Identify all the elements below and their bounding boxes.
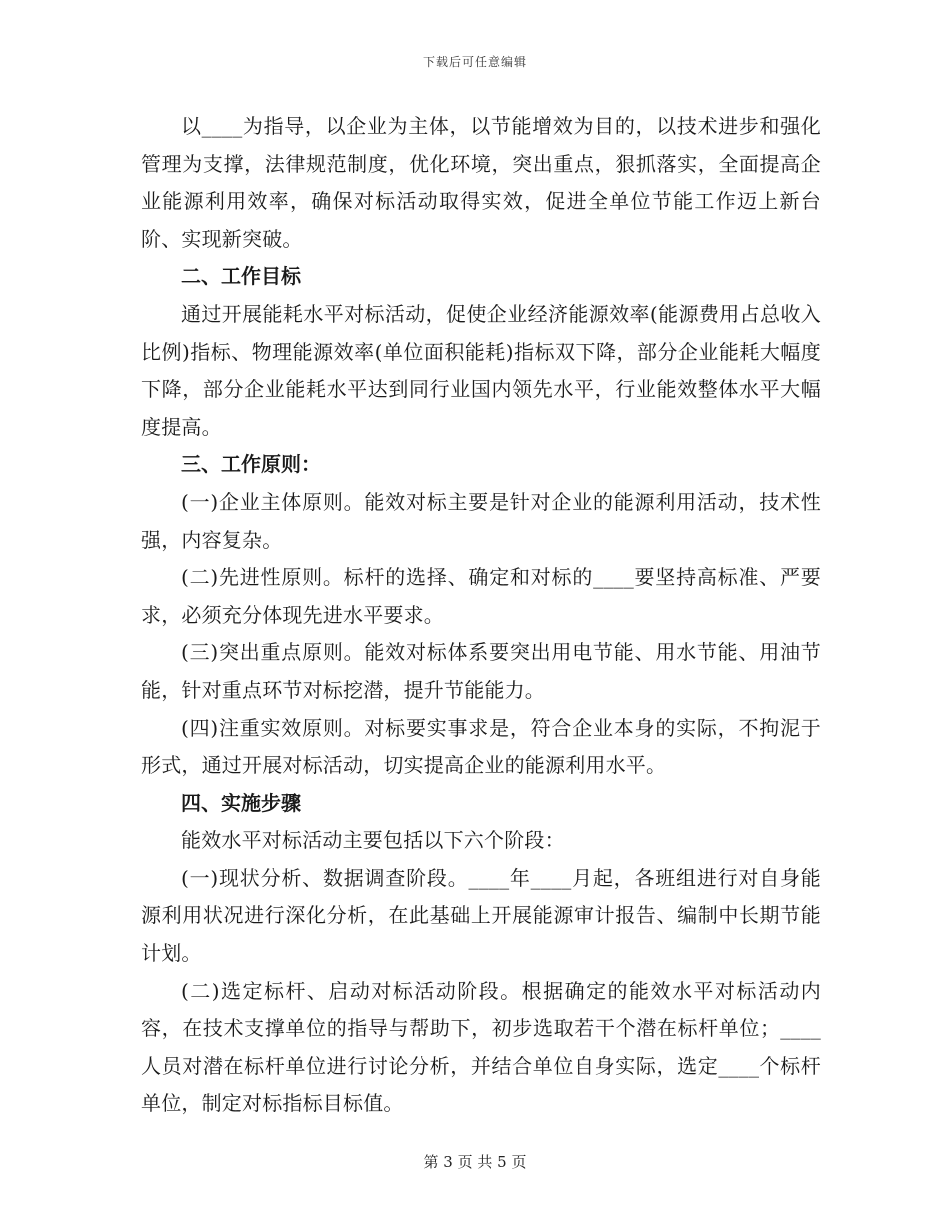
- page-number-footer: 第 3 页 共 5 页: [423, 1153, 527, 1171]
- heading-work-principles: 三、工作原则：: [181, 452, 321, 477]
- page-header-note: 下载后可任意编辑: [422, 55, 527, 69]
- paragraph-principle-1: (一)企业主体原则。能效对标主要是针对企业的能源利用活动，技术性强，内容复杂。: [141, 489, 821, 552]
- document-body: [141, 108, 821, 1123]
- paragraph-steps-intro: 能效水平对标活动主要包括以下六个阶段：: [181, 828, 565, 853]
- paragraph-principle-2: (二)先进性原则。标杆的选择、确定和对标的____要坚持高标准、严要求，必须充分体现先进水平要求。: [141, 565, 821, 627]
- paragraph-principle-4: (四)注重实效原则。对标要实事求是，符合企业本身的实际，不拘泥于形式，通过开展对标活动，切实提高企业的能源利用水平。: [141, 715, 821, 778]
- heading-work-goals: 二、工作目标: [181, 264, 301, 289]
- paragraph-step-1: (一)现状分析、数据调查阶段。____年____月起，各班组进行对自身能源利用状况进行深化分析，在此基础上开展能源审计报告、编制中长期节能计划。: [141, 865, 821, 966]
- heading-implementation-steps: 四、实施步骤: [181, 790, 301, 815]
- paragraph-principle-3: (三)突出重点原则。能效对标体系要突出用电节能、用水节能、用油节能，针对重点环节对标挖潜，提升节能能力。: [141, 640, 821, 702]
- paragraph-work-goals: 通过开展能耗水平对标活动，促使企业经济能源效率(能源费用占总收入比例)指标、物理能源效率(单位面积能耗)指标双下降，部分企业能耗大幅度下降，部分企业能耗水平达到同行业国内领先水平，行业能效整体水平大幅度提高。: [141, 301, 821, 439]
- paragraph-guiding-principle: 以____为指导，以企业为主体，以节能增效为目的，以技术进步和强化管理为支撑，法律规范制度，优化环境，突出重点，狠抓落实，全面提高企业能源利用效率，确保对标活动取得实效，促进全单位节能工作迈上新台阶、实现新突破。: [141, 114, 821, 251]
- paragraph-step-2: (二)选定标杆、启动对标活动阶段。根据确定的能效水平对标活动内容，在技术支撑单位的指导与帮助下，初步选取若干个潜在标杆单位；____人员对潜在标杆单位进行讨论分析，并结合单位自身实际，选定____个标杆单位，制定对标指标目标值。: [141, 978, 821, 1116]
